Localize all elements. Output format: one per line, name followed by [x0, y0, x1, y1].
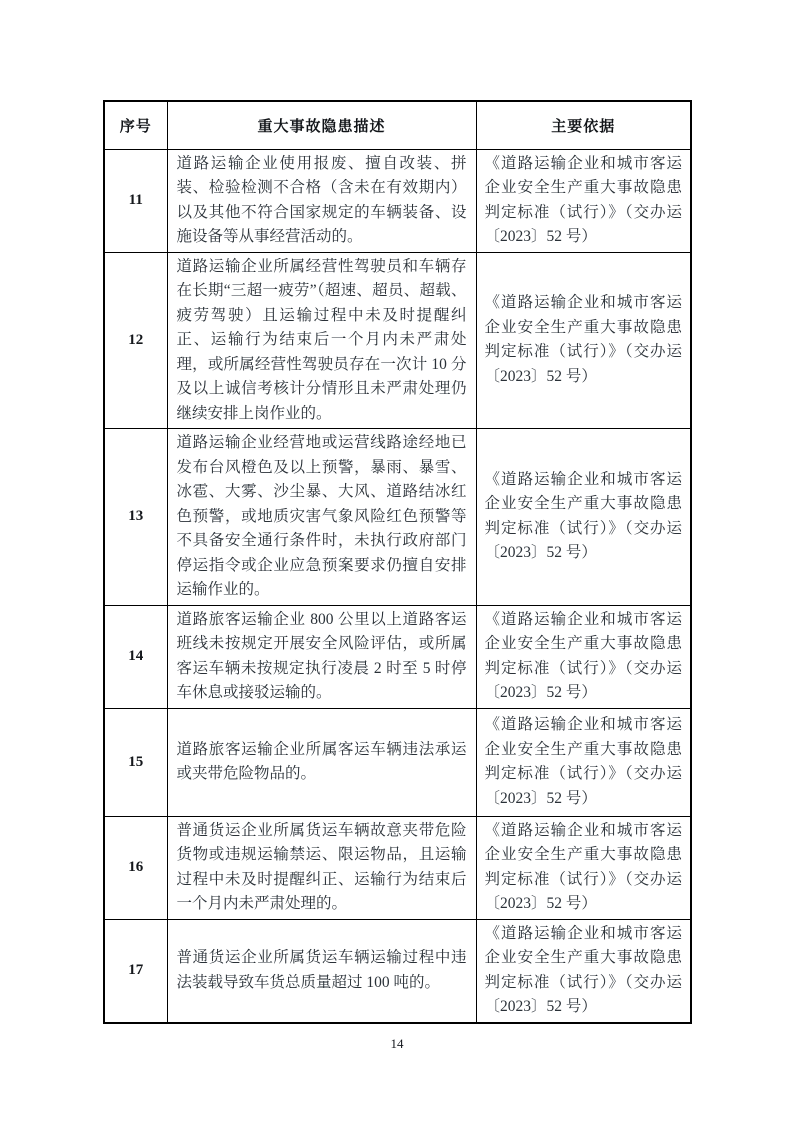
column-header-serial-number: 序号 [104, 101, 167, 149]
row-number-cell: 17 [104, 919, 167, 1023]
basis-cell: 《道路运输企业和城市客运企业安全生产重大事故隐患判定标准（试行）》（交办运〔2023〕52 号） [476, 429, 691, 606]
table-row [104, 816, 691, 919]
row-number-cell: 14 [104, 605, 167, 708]
basis-cell: 《道路运输企业和城市客运企业安全生产重大事故隐患判定标准（试行）》（交办运〔2023〕52 号） [476, 605, 691, 708]
basis-cell: 《道路运输企业和城市客运企业安全生产重大事故隐患判定标准（试行）》（交办运〔2023〕52 号） [476, 252, 691, 429]
basis-cell: 《道路运输企业和城市客运企业安全生产重大事故隐患判定标准（试行）》（交办运〔2023〕52 号） [476, 708, 691, 816]
hazard-description-cell: 道路运输企业所属经营性驾驶员和车辆存在长期“三超一疲劳”（超速、超员、超载、疲劳驾驶）且运输过程中未及时提醒纠正、运输行为结束后一个月内未严肃处理，或所属经营性驾驶员存在一次计 10 分及以上诚信考核计分情形且未严肃处理仍继续安排上岗作业的。 [167, 252, 476, 429]
hazard-description-cell: 道路旅客运输企业 800 公里以上道路客运班线未按规定开展安全风险评估，或所属客运车辆未按规定执行凌晨 2 时至 5 时停车休息或接驳运输的。 [167, 605, 476, 708]
table-body [104, 149, 691, 1023]
hazard-description-cell: 道路运输企业使用报废、擅自改装、拼装、检验检测不合格（含未在有效期内）以及其他不符合国家规定的车辆装备、设施设备等从事经营活动的。 [167, 149, 476, 252]
page-number: 14 [390, 1036, 404, 1051]
hazard-description-cell: 道路旅客运输企业所属客运车辆违法承运或夹带危险物品的。 [167, 708, 476, 816]
row-number-cell: 15 [104, 708, 167, 816]
column-header-main-basis: 主要依据 [476, 101, 691, 149]
table-row [104, 919, 691, 1023]
row-number-cell: 16 [104, 816, 167, 919]
column-header-hazard-description: 重大事故隐患描述 [167, 101, 476, 149]
row-number-cell: 11 [104, 149, 167, 252]
table-row [104, 252, 691, 429]
hazard-description-cell: 道路运输企业经营地或运营线路途经地已发布台风橙色及以上预警，暴雨、暴雪、冰雹、大雾、沙尘暴、大风、道路结冰红色预警，或地质灾害气象风险红色预警等不具备安全通行条件时，未执行政府部门停运指令或企业应急预案要求仍擅自安排运输作业的。 [167, 429, 476, 606]
hazard-description-cell: 普通货运企业所属货运车辆运输过程中违法装载导致车货总质量超过 100 吨的。 [167, 919, 476, 1023]
hazard-description-cell: 普通货运企业所属货运车辆故意夹带危险货物或违规运输禁运、限运物品，且运输过程中未及时提醒纠正、运输行为结束后一个月内未严肃处理的。 [167, 816, 476, 919]
basis-cell: 《道路运输企业和城市客运企业安全生产重大事故隐患判定标准（试行）》（交办运〔2023〕52 号） [476, 149, 691, 252]
table-row [104, 149, 691, 252]
basis-cell: 《道路运输企业和城市客运企业安全生产重大事故隐患判定标准（试行）》（交办运〔2023〕52 号） [476, 919, 691, 1023]
row-number-cell: 12 [104, 252, 167, 429]
basis-cell: 《道路运输企业和城市客运企业安全生产重大事故隐患判定标准（试行）》（交办运〔2023〕52 号） [476, 816, 691, 919]
hazard-table [103, 100, 692, 1024]
table-row [104, 429, 691, 606]
table-header-row [104, 101, 691, 149]
row-number-cell: 13 [104, 429, 167, 606]
table-row [104, 708, 691, 816]
table-row [104, 605, 691, 708]
